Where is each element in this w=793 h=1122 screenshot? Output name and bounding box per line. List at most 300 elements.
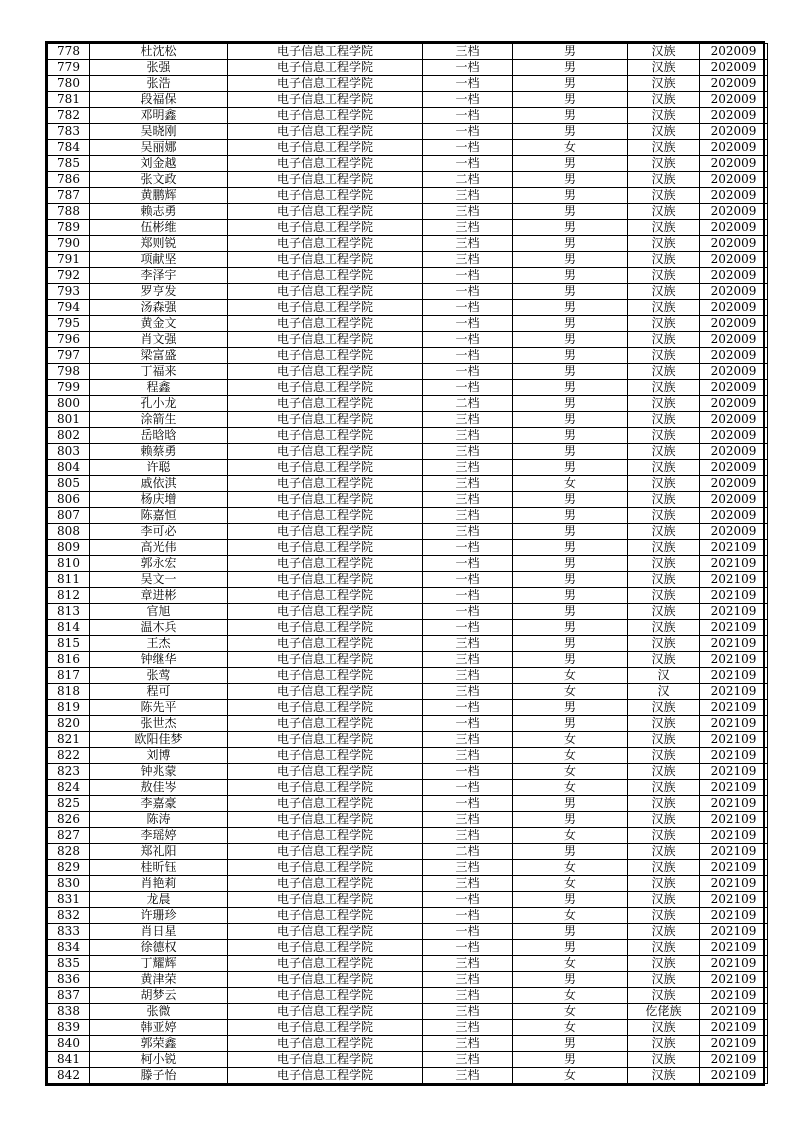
cell-college: 电子信息工程学院: [228, 588, 423, 604]
cell-college: 电子信息工程学院: [228, 636, 423, 652]
cell-name: 敖佳岑: [90, 780, 228, 796]
cell-name: 肖文强: [90, 332, 228, 348]
cell-batch: 202109: [700, 972, 768, 988]
cell-gender: 男: [513, 540, 628, 556]
cell-name: 李瑶婷: [90, 828, 228, 844]
cell-batch: 202009: [700, 316, 768, 332]
cell-batch: 202109: [700, 1020, 768, 1036]
cell-batch: 202109: [700, 796, 768, 812]
cell-level: 一档: [423, 716, 513, 732]
table-row: [48, 524, 768, 540]
cell-number: 814: [48, 620, 90, 636]
cell-college: 电子信息工程学院: [228, 572, 423, 588]
cell-number: 822: [48, 748, 90, 764]
cell-batch: 202009: [700, 236, 768, 252]
cell-batch: 202009: [700, 380, 768, 396]
cell-level: 一档: [423, 700, 513, 716]
cell-name: 程可: [90, 684, 228, 700]
cell-name: 官旭: [90, 604, 228, 620]
cell-name: 黄津荣: [90, 972, 228, 988]
cell-level: 三档: [423, 428, 513, 444]
cell-batch: 202109: [700, 924, 768, 940]
cell-name: 刘金越: [90, 156, 228, 172]
cell-level: 三档: [423, 476, 513, 492]
cell-ethnicity: 仡佬族: [628, 1004, 700, 1020]
table-row: [48, 620, 768, 636]
cell-gender: 男: [513, 44, 628, 60]
cell-gender: 男: [513, 924, 628, 940]
cell-number: 834: [48, 940, 90, 956]
cell-number: 796: [48, 332, 90, 348]
cell-name: 温木兵: [90, 620, 228, 636]
cell-name: 李泽宇: [90, 268, 228, 284]
cell-ethnicity: 汉族: [628, 44, 700, 60]
cell-batch: 202009: [700, 364, 768, 380]
cell-batch: 202109: [700, 732, 768, 748]
cell-name: 郭永宏: [90, 556, 228, 572]
cell-gender: 男: [513, 972, 628, 988]
cell-number: 810: [48, 556, 90, 572]
cell-college: 电子信息工程学院: [228, 1068, 423, 1084]
table-row: [48, 1036, 768, 1052]
cell-name: 郑则锐: [90, 236, 228, 252]
cell-ethnicity: 汉族: [628, 156, 700, 172]
cell-level: 二档: [423, 172, 513, 188]
cell-name: 许聪: [90, 460, 228, 476]
cell-college: 电子信息工程学院: [228, 412, 423, 428]
cell-college: 电子信息工程学院: [228, 748, 423, 764]
cell-college: 电子信息工程学院: [228, 380, 423, 396]
cell-name: 岳晗晗: [90, 428, 228, 444]
cell-ethnicity: 汉族: [628, 556, 700, 572]
cell-number: 791: [48, 252, 90, 268]
table-row: [48, 700, 768, 716]
cell-level: 一档: [423, 556, 513, 572]
cell-ethnicity: 汉族: [628, 396, 700, 412]
cell-batch: 202009: [700, 220, 768, 236]
table-row: [48, 924, 768, 940]
cell-ethnicity: 汉族: [628, 460, 700, 476]
table-row: [48, 572, 768, 588]
cell-gender: 男: [513, 124, 628, 140]
cell-ethnicity: 汉族: [628, 1052, 700, 1068]
cell-level: 一档: [423, 300, 513, 316]
cell-gender: 男: [513, 92, 628, 108]
table-row: [48, 332, 768, 348]
cell-batch: 202109: [700, 1052, 768, 1068]
cell-batch: 202109: [700, 1004, 768, 1020]
cell-ethnicity: 汉族: [628, 588, 700, 604]
cell-gender: 男: [513, 108, 628, 124]
cell-name: 邓明鑫: [90, 108, 228, 124]
cell-name: 孔小龙: [90, 396, 228, 412]
cell-level: 一档: [423, 268, 513, 284]
cell-batch: 202109: [700, 684, 768, 700]
cell-level: 二档: [423, 844, 513, 860]
cell-gender: 男: [513, 1052, 628, 1068]
cell-gender: 男: [513, 1036, 628, 1052]
cell-number: 785: [48, 156, 90, 172]
table-row: [48, 412, 768, 428]
cell-ethnicity: 汉族: [628, 284, 700, 300]
cell-level: 一档: [423, 156, 513, 172]
table-row: [48, 492, 768, 508]
cell-ethnicity: 汉族: [628, 1020, 700, 1036]
cell-number: 808: [48, 524, 90, 540]
cell-gender: 女: [513, 780, 628, 796]
cell-ethnicity: 汉族: [628, 268, 700, 284]
cell-ethnicity: 汉族: [628, 220, 700, 236]
cell-batch: 202109: [700, 540, 768, 556]
cell-number: 813: [48, 604, 90, 620]
table-row: [48, 508, 768, 524]
cell-ethnicity: 汉族: [628, 540, 700, 556]
cell-college: 电子信息工程学院: [228, 108, 423, 124]
cell-college: 电子信息工程学院: [228, 956, 423, 972]
cell-ethnicity: 汉族: [628, 316, 700, 332]
table-row: [48, 828, 768, 844]
cell-level: 一档: [423, 124, 513, 140]
cell-college: 电子信息工程学院: [228, 76, 423, 92]
cell-ethnicity: 汉族: [628, 108, 700, 124]
cell-name: 张强: [90, 60, 228, 76]
cell-gender: 女: [513, 908, 628, 924]
cell-gender: 男: [513, 524, 628, 540]
cell-number: 789: [48, 220, 90, 236]
cell-gender: 男: [513, 76, 628, 92]
cell-name: 李嘉豪: [90, 796, 228, 812]
cell-level: 三档: [423, 876, 513, 892]
cell-level: 三档: [423, 44, 513, 60]
cell-number: 818: [48, 684, 90, 700]
table-row: [48, 940, 768, 956]
cell-ethnicity: 汉族: [628, 124, 700, 140]
cell-name: 滕子怡: [90, 1068, 228, 1084]
cell-level: 一档: [423, 76, 513, 92]
cell-batch: 202009: [700, 396, 768, 412]
cell-level: 三档: [423, 812, 513, 828]
cell-college: 电子信息工程学院: [228, 236, 423, 252]
table-row: [48, 268, 768, 284]
cell-level: 一档: [423, 60, 513, 76]
cell-college: 电子信息工程学院: [228, 556, 423, 572]
cell-ethnicity: 汉族: [628, 1068, 700, 1084]
cell-gender: 男: [513, 156, 628, 172]
cell-number: 828: [48, 844, 90, 860]
cell-gender: 男: [513, 204, 628, 220]
cell-batch: 202109: [700, 828, 768, 844]
cell-gender: 男: [513, 444, 628, 460]
cell-gender: 男: [513, 60, 628, 76]
cell-number: 832: [48, 908, 90, 924]
cell-college: 电子信息工程学院: [228, 892, 423, 908]
cell-number: 836: [48, 972, 90, 988]
cell-ethnicity: 汉族: [628, 492, 700, 508]
cell-name: 欧阳佳梦: [90, 732, 228, 748]
cell-gender: 男: [513, 364, 628, 380]
cell-batch: 202009: [700, 332, 768, 348]
cell-name: 伍彬维: [90, 220, 228, 236]
cell-gender: 男: [513, 412, 628, 428]
table-row: [48, 876, 768, 892]
cell-college: 电子信息工程学院: [228, 220, 423, 236]
cell-number: 804: [48, 460, 90, 476]
table-row: [48, 92, 768, 108]
table-row: [48, 220, 768, 236]
cell-level: 三档: [423, 460, 513, 476]
cell-number: 824: [48, 780, 90, 796]
cell-college: 电子信息工程学院: [228, 652, 423, 668]
cell-name: 涂箭生: [90, 412, 228, 428]
table-row: [48, 172, 768, 188]
cell-name: 肖日星: [90, 924, 228, 940]
table-row: [48, 892, 768, 908]
cell-gender: 男: [513, 796, 628, 812]
cell-college: 电子信息工程学院: [228, 1020, 423, 1036]
table-row: [48, 1020, 768, 1036]
cell-batch: 202009: [700, 300, 768, 316]
cell-batch: 202009: [700, 188, 768, 204]
table-row: [48, 588, 768, 604]
cell-number: 841: [48, 1052, 90, 1068]
cell-level: 一档: [423, 284, 513, 300]
table-row: [48, 796, 768, 812]
cell-number: 827: [48, 828, 90, 844]
table-row: [48, 636, 768, 652]
table-row: [48, 732, 768, 748]
cell-number: 802: [48, 428, 90, 444]
table-row: [48, 684, 768, 700]
cell-ethnicity: 汉族: [628, 380, 700, 396]
cell-level: 一档: [423, 764, 513, 780]
cell-gender: 男: [513, 220, 628, 236]
cell-gender: 男: [513, 588, 628, 604]
cell-batch: 202109: [700, 988, 768, 1004]
cell-ethnicity: 汉族: [628, 812, 700, 828]
cell-name: 胡梦云: [90, 988, 228, 1004]
cell-gender: 女: [513, 732, 628, 748]
cell-ethnicity: 汉族: [628, 860, 700, 876]
cell-level: 一档: [423, 588, 513, 604]
cell-ethnicity: 汉族: [628, 748, 700, 764]
cell-batch: 202109: [700, 860, 768, 876]
cell-gender: 男: [513, 556, 628, 572]
cell-batch: 202109: [700, 1068, 768, 1084]
cell-ethnicity: 汉族: [628, 636, 700, 652]
cell-number: 821: [48, 732, 90, 748]
cell-name: 高光伟: [90, 540, 228, 556]
cell-batch: 202109: [700, 652, 768, 668]
cell-college: 电子信息工程学院: [228, 92, 423, 108]
cell-batch: 202009: [700, 524, 768, 540]
roster-table-frame: [45, 41, 765, 1086]
cell-batch: 202009: [700, 412, 768, 428]
table-row: [48, 124, 768, 140]
table-row: [48, 844, 768, 860]
table-row: [48, 764, 768, 780]
cell-level: 三档: [423, 956, 513, 972]
cell-ethnicity: 汉族: [628, 92, 700, 108]
cell-ethnicity: 汉族: [628, 988, 700, 1004]
cell-college: 电子信息工程学院: [228, 124, 423, 140]
table-row: [48, 1068, 768, 1084]
cell-gender: 男: [513, 892, 628, 908]
cell-ethnicity: 汉族: [628, 844, 700, 860]
cell-ethnicity: 汉族: [628, 780, 700, 796]
table-row: [48, 364, 768, 380]
table-row: [48, 476, 768, 492]
cell-number: 794: [48, 300, 90, 316]
cell-ethnicity: 汉族: [628, 956, 700, 972]
cell-ethnicity: 汉族: [628, 908, 700, 924]
cell-college: 电子信息工程学院: [228, 204, 423, 220]
cell-ethnicity: 汉族: [628, 828, 700, 844]
table-row: [48, 1004, 768, 1020]
cell-college: 电子信息工程学院: [228, 796, 423, 812]
cell-college: 电子信息工程学院: [228, 284, 423, 300]
cell-number: 807: [48, 508, 90, 524]
cell-level: 一档: [423, 364, 513, 380]
cell-batch: 202109: [700, 780, 768, 796]
cell-level: 三档: [423, 412, 513, 428]
cell-level: 三档: [423, 188, 513, 204]
cell-level: 三档: [423, 252, 513, 268]
cell-batch: 202009: [700, 508, 768, 524]
cell-gender: 女: [513, 668, 628, 684]
cell-number: 784: [48, 140, 90, 156]
cell-number: 800: [48, 396, 90, 412]
cell-gender: 男: [513, 700, 628, 716]
cell-batch: 202109: [700, 812, 768, 828]
cell-college: 电子信息工程学院: [228, 732, 423, 748]
table-row: [48, 316, 768, 332]
cell-number: 797: [48, 348, 90, 364]
cell-number: 815: [48, 636, 90, 652]
table-row: [48, 780, 768, 796]
cell-college: 电子信息工程学院: [228, 812, 423, 828]
roster-page: [45, 41, 765, 1086]
cell-gender: 男: [513, 572, 628, 588]
table-row: [48, 812, 768, 828]
cell-ethnicity: 汉族: [628, 300, 700, 316]
cell-ethnicity: 汉族: [628, 796, 700, 812]
cell-name: 杨庆增: [90, 492, 228, 508]
table-row: [48, 428, 768, 444]
cell-ethnicity: 汉族: [628, 876, 700, 892]
cell-ethnicity: 汉族: [628, 172, 700, 188]
cell-college: 电子信息工程学院: [228, 172, 423, 188]
cell-level: 一档: [423, 540, 513, 556]
cell-ethnicity: 汉族: [628, 364, 700, 380]
cell-level: 三档: [423, 668, 513, 684]
cell-number: 793: [48, 284, 90, 300]
cell-gender: 女: [513, 988, 628, 1004]
cell-name: 刘博: [90, 748, 228, 764]
cell-gender: 男: [513, 492, 628, 508]
cell-gender: 女: [513, 684, 628, 700]
cell-name: 陈先平: [90, 700, 228, 716]
cell-name: 吴晓刚: [90, 124, 228, 140]
table-row: [48, 860, 768, 876]
cell-batch: 202009: [700, 60, 768, 76]
cell-college: 电子信息工程学院: [228, 716, 423, 732]
cell-number: 826: [48, 812, 90, 828]
cell-number: 781: [48, 92, 90, 108]
cell-college: 电子信息工程学院: [228, 540, 423, 556]
cell-level: 三档: [423, 204, 513, 220]
cell-name: 丁耀辉: [90, 956, 228, 972]
cell-name: 王杰: [90, 636, 228, 652]
table-row: [48, 460, 768, 476]
table-row: [48, 556, 768, 572]
cell-gender: 女: [513, 1020, 628, 1036]
cell-college: 电子信息工程学院: [228, 316, 423, 332]
cell-number: 782: [48, 108, 90, 124]
cell-level: 一档: [423, 316, 513, 332]
cell-gender: 女: [513, 140, 628, 156]
cell-name: 钟继华: [90, 652, 228, 668]
cell-ethnicity: 汉族: [628, 764, 700, 780]
cell-number: 819: [48, 700, 90, 716]
cell-number: 825: [48, 796, 90, 812]
cell-gender: 男: [513, 172, 628, 188]
roster-table: [47, 43, 768, 1084]
cell-college: 电子信息工程学院: [228, 684, 423, 700]
cell-batch: 202009: [700, 76, 768, 92]
cell-batch: 202009: [700, 204, 768, 220]
cell-level: 一档: [423, 940, 513, 956]
cell-level: 三档: [423, 220, 513, 236]
cell-level: 一档: [423, 892, 513, 908]
cell-college: 电子信息工程学院: [228, 972, 423, 988]
cell-number: 811: [48, 572, 90, 588]
cell-ethnicity: 汉族: [628, 732, 700, 748]
cell-level: 一档: [423, 572, 513, 588]
cell-ethnicity: 汉族: [628, 716, 700, 732]
cell-ethnicity: 汉族: [628, 252, 700, 268]
cell-number: 803: [48, 444, 90, 460]
cell-ethnicity: 汉族: [628, 348, 700, 364]
cell-gender: 男: [513, 428, 628, 444]
table-row: [48, 444, 768, 460]
cell-gender: 女: [513, 748, 628, 764]
cell-ethnicity: 汉: [628, 668, 700, 684]
cell-number: 786: [48, 172, 90, 188]
cell-level: 一档: [423, 108, 513, 124]
cell-college: 电子信息工程学院: [228, 396, 423, 412]
cell-ethnicity: 汉族: [628, 972, 700, 988]
cell-ethnicity: 汉族: [628, 572, 700, 588]
cell-name: 桂昕钰: [90, 860, 228, 876]
cell-name: 李可必: [90, 524, 228, 540]
cell-college: 电子信息工程学院: [228, 1036, 423, 1052]
cell-name: 赖蔡勇: [90, 444, 228, 460]
cell-ethnicity: 汉族: [628, 60, 700, 76]
cell-batch: 202009: [700, 156, 768, 172]
cell-level: 三档: [423, 508, 513, 524]
cell-college: 电子信息工程学院: [228, 860, 423, 876]
cell-batch: 202009: [700, 348, 768, 364]
cell-name: 黄金文: [90, 316, 228, 332]
cell-name: 张微: [90, 1004, 228, 1020]
cell-level: 三档: [423, 1052, 513, 1068]
cell-level: 一档: [423, 604, 513, 620]
cell-ethnicity: 汉族: [628, 924, 700, 940]
cell-level: 三档: [423, 444, 513, 460]
cell-college: 电子信息工程学院: [228, 188, 423, 204]
cell-level: 三档: [423, 1036, 513, 1052]
cell-level: 一档: [423, 348, 513, 364]
